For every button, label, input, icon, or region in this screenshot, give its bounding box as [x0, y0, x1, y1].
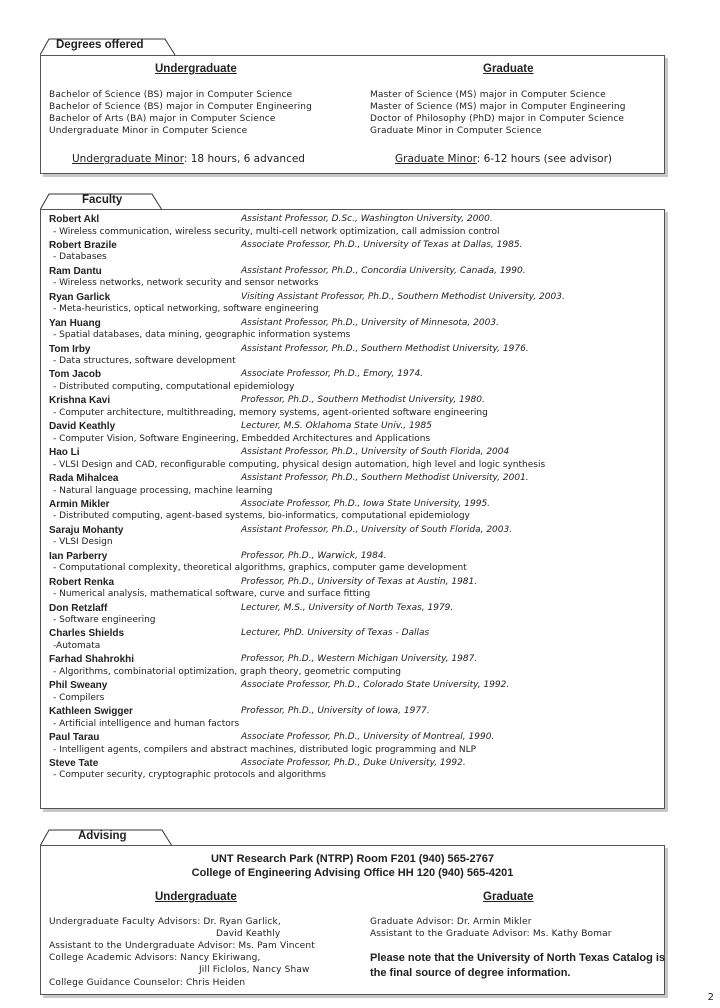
faculty-areas: - Natural language processing, machine learning: [53, 485, 273, 496]
faculty-name: Rada Mihalcea: [49, 473, 119, 484]
advising-undergrad-header: Undergraduate: [155, 891, 237, 903]
faculty-name: Ram Dantu: [49, 265, 102, 277]
undergrad-minor-label: Undergraduate Minor: [72, 153, 184, 165]
faculty-title: Associate Professor, Ph.D., Duke University, 1992.: [241, 757, 466, 768]
grad-minor-value: : 6-12 hours (see advisor): [476, 153, 613, 165]
faculty-areas: - VLSI Design: [53, 537, 113, 548]
faculty-name: Robert Renka: [49, 576, 115, 588]
faculty-name: Armin Mikler: [49, 498, 110, 510]
faculty-name: Hao Li: [49, 447, 80, 459]
faculty-title: Assistant Professor, Ph.D., Southern Methodist University, 1976.: [241, 343, 529, 354]
faculty-entry: [49, 395, 689, 421]
degrees-tab: [40, 38, 180, 54]
advising-line: David Keathly: [216, 929, 281, 939]
faculty-title: Professor, Ph.D., University of Iowa, 1977.: [241, 706, 430, 717]
faculty-entry: [49, 473, 689, 499]
faculty-name: Ryan Garlick: [49, 291, 111, 303]
faculty-entry: [49, 525, 689, 551]
faculty-areas: - Software engineering: [53, 615, 156, 625]
grad-minor-line: [395, 153, 612, 165]
faculty-areas: - Computer architecture, multithreading, memory systems, agent-oriented software engineering: [53, 407, 488, 418]
faculty-entry: [49, 344, 689, 370]
faculty-entry: [49, 680, 689, 706]
faculty-entry: [49, 369, 689, 395]
faculty-name: Tom Irby: [49, 343, 91, 355]
faculty-title: Professor, Ph.D., Southern Methodist University, 1980.: [241, 395, 485, 406]
faculty-name: Yan Huang: [49, 317, 101, 329]
advising-office-line: College of Engineering Advising Office HH 120 (940) 565-4201: [191, 867, 514, 879]
faculty-entry: [49, 654, 689, 680]
degree-item: Master of Science (MS) major in Computer Engineering: [370, 102, 626, 112]
faculty-areas: - Databases: [53, 252, 107, 263]
faculty-areas: -Automata: [53, 640, 101, 651]
advising-tab-label: Advising: [78, 830, 127, 842]
faculty-tab: [40, 193, 180, 209]
advising-tab: [40, 829, 180, 845]
degrees-grad-header: Graduate: [483, 63, 534, 75]
degree-item: Bachelor of Science (BS) major in Computer Science: [49, 90, 293, 100]
faculty-name: Don Retzlaff: [49, 602, 108, 614]
advising-line: Jill Ficlolos, Nancy Shaw: [199, 965, 310, 975]
faculty-title: Lecturer, M.S., University of North Texas, 1979.: [241, 602, 454, 613]
faculty-entry: [49, 628, 689, 654]
advising-line: College Guidance Counselor: Chris Heiden: [49, 978, 246, 988]
faculty-entry: [49, 706, 689, 732]
faculty-name: Steve Tate: [49, 757, 99, 769]
grad-minor-label: Graduate Minor: [395, 153, 477, 165]
faculty-entry: [49, 214, 689, 240]
faculty-entry: [49, 758, 689, 784]
faculty-areas: - Distributed computing, agent-based systems, bio-informatics, computational epidemiology: [53, 511, 470, 522]
faculty-title: Associate Professor, Ph.D., Colorado State University, 1992.: [241, 680, 510, 691]
faculty-areas: - Compilers: [53, 692, 105, 703]
faculty-title: Professor, Ph.D., Western Michigan University, 1987.: [241, 654, 478, 665]
advising-grad-header: Graduate: [483, 891, 534, 903]
faculty-entry: [49, 318, 689, 344]
faculty-areas: - Computer Vision, Software Engineering, Embedded Architectures and Applications: [53, 433, 431, 444]
faculty-name: David Keathly: [49, 421, 116, 433]
faculty-name: Farhad Shahrokhi: [49, 654, 135, 666]
faculty-box: [40, 209, 665, 809]
faculty-title: Visiting Assistant Professor, Ph.D., Southern Methodist University, 2003.: [241, 291, 565, 302]
undergrad-minor-line: [72, 153, 305, 165]
faculty-name: Ian Parberry: [49, 550, 108, 562]
degree-item: Graduate Minor in Computer Science: [370, 126, 542, 136]
catalog-note: Please note that the University of North Texas Catalog is the final source of degree information.: [370, 952, 666, 979]
faculty-entry: [49, 603, 689, 629]
advising-line: Undergraduate Faculty Advisors: Dr. Ryan Garlick,: [49, 917, 281, 927]
advising-line: Graduate Advisor: Dr. Armin Mikler: [370, 917, 532, 927]
faculty-entry: [49, 421, 689, 447]
faculty-areas: - Wireless networks, network security and sensor networks: [53, 278, 319, 289]
faculty-tab-label: Faculty: [82, 194, 123, 206]
faculty-areas: - Data structures, software development: [53, 356, 236, 366]
degrees-tab-label: Degrees offered: [56, 39, 144, 51]
faculty-entry: [49, 240, 689, 266]
faculty-areas: - Artificial intelligence and human factors: [53, 718, 240, 729]
faculty-title: Professor, Ph.D., Warwick, 1984.: [241, 550, 387, 561]
faculty-title: Lecturer, PhD. University of Texas - Dallas: [241, 628, 430, 639]
faculty-title: Associate Professor, Ph.D., Emory, 1974.: [241, 369, 424, 380]
faculty-entry: [49, 732, 689, 758]
faculty-areas: - Meta-heuristics, optical networking, software engineering: [53, 304, 319, 315]
faculty-areas: - Algorithms, combinatorial optimization, graph theory, geometric computing: [53, 666, 401, 677]
faculty-title: Assistant Professor, Ph.D., Southern Methodist University, 2001.: [241, 473, 529, 483]
faculty-name: Robert Brazile: [49, 239, 117, 251]
undergrad-minor-value: : 18 hours, 6 advanced: [183, 153, 305, 165]
faculty-title: Associate Professor, Ph.D., Iowa State University, 1995.: [241, 498, 491, 509]
advising-line: College Academic Advisors: Nancy Ekiriwang,: [49, 953, 261, 963]
faculty-title: Professor, Ph.D., University of Texas at Austin, 1981.: [241, 576, 478, 587]
advising-line: Assistant to the Undergraduate Advisor: Ms. Pam Vincent: [49, 941, 315, 951]
faculty-title: Assistant Professor, Ph.D., Concordia University, Canada, 1990.: [241, 265, 526, 276]
degree-item: Master of Science (MS) major in Computer Science: [370, 90, 606, 100]
degree-item: Undergraduate Minor in Computer Science: [49, 126, 248, 136]
faculty-name: Saraju Mohanty: [49, 524, 124, 536]
faculty-areas: - Wireless communication, wireless security, multi-cell network optimization, call admission control: [53, 226, 500, 237]
degree-item: Doctor of Philosophy (PhD) major in Computer Science: [370, 114, 625, 124]
degree-item: Bachelor of Science (BS) major in Computer Engineering: [49, 102, 312, 112]
faculty-areas: - VLSI Design and CAD, reconfigurable computing, physical design automation, high level and logic synthesis: [53, 459, 546, 470]
faculty-title: Lecturer, M.S. Oklahoma State Univ., 1985: [241, 421, 432, 432]
faculty-title: Associate Professor, Ph.D., University of Montreal, 1990.: [241, 732, 495, 742]
faculty-entry: [49, 499, 689, 525]
faculty-areas: - Distributed computing, computational epidemiology: [53, 381, 295, 392]
advising-location-line: UNT Research Park (NTRP) Room F201 (940) 565-2767: [210, 853, 495, 865]
faculty-title: Assistant Professor, D.Sc., Washington University, 2000.: [241, 214, 493, 224]
faculty-areas: - Intelligent agents, compilers and abstract machines, distributed logic programming and NLP: [53, 744, 477, 755]
faculty-entry: [49, 266, 689, 292]
faculty-areas: - Computer security, cryptographic protocols and algorithms: [53, 770, 326, 781]
faculty-title: Assistant Professor, Ph.D., University of Minnesota, 2003.: [241, 317, 499, 328]
faculty-name: Robert Akl: [49, 214, 100, 225]
degree-item: Bachelor of Arts (BA) major in Computer Science: [49, 114, 276, 124]
faculty-areas: - Spatial databases, data mining, geographic information systems: [53, 330, 351, 341]
advising-line: Assistant to the Graduate Advisor: Ms. Kathy Bomar: [370, 929, 612, 939]
faculty-entry: [49, 447, 689, 473]
faculty-name: Tom Jacob: [49, 369, 102, 381]
faculty-title: Assistant Professor, Ph.D., University of South Florida, 2003.: [241, 524, 513, 535]
faculty-title: Assistant Professor, Ph.D., University of South Florida, 2004: [241, 447, 510, 458]
faculty-areas: - Computational complexity, theoretical algorithms, graphics, computer game development: [53, 563, 467, 574]
faculty-entry: [49, 292, 689, 318]
faculty-name: Paul Tarau: [49, 732, 100, 743]
advising-box: [40, 845, 665, 995]
degrees-box: [40, 55, 665, 174]
faculty-name: Krishna Kavi: [49, 395, 111, 407]
faculty-name: Charles Shields: [49, 628, 125, 640]
faculty-title: Associate Professor, Ph.D., University of Texas at Dallas, 1985.: [241, 239, 523, 250]
faculty-entry: [49, 577, 689, 603]
faculty-entry: [49, 551, 689, 577]
faculty-name: Phil Sweany: [49, 680, 108, 692]
degrees-undergrad-header: Undergraduate: [155, 63, 237, 75]
faculty-name: Kathleen Swigger: [49, 706, 133, 718]
faculty-areas: - Numerical analysis, mathematical software, curve and surface fitting: [53, 589, 371, 600]
page-number: 2: [707, 992, 714, 1003]
